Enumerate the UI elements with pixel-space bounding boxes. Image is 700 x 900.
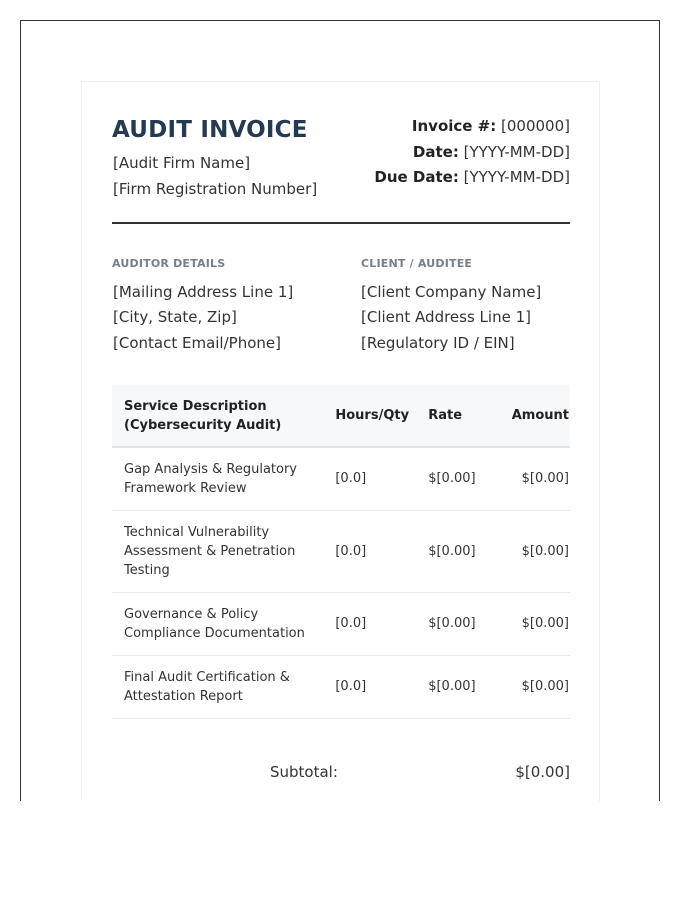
- invoice-date-label: Date:: [412, 143, 459, 161]
- invoice-date: [413, 143, 570, 161]
- due-date-label: Due Date:: [374, 168, 459, 186]
- row-description: Gap Analysis & Regulatory Framework Review: [112, 447, 334, 510]
- row-qty: [0.0]: [334, 655, 427, 718]
- client-line: [Regulatory ID / EIN]: [361, 334, 515, 352]
- client-line: [Client Address Line 1]: [361, 308, 531, 326]
- row-rate: $[0.00]: [427, 510, 493, 592]
- col-header-amount: Amount: [493, 385, 570, 447]
- auditor-line: [Contact Email/Phone]: [113, 334, 281, 352]
- row-amount: $[0.00]: [493, 655, 570, 718]
- subtotal-label: Subtotal:: [270, 763, 338, 781]
- row-qty: [0.0]: [334, 592, 427, 655]
- row-amount: $[0.00]: [493, 510, 570, 592]
- firm-name: [Audit Firm Name]: [113, 154, 251, 172]
- auditor-heading: AUDITOR DETAILS: [112, 257, 226, 270]
- invoice-number-value: [000000]: [501, 117, 570, 135]
- auditor-line: [City, State, Zip]: [113, 308, 237, 326]
- row-qty: [0.0]: [334, 447, 427, 510]
- row-qty: [0.0]: [334, 510, 427, 592]
- col-header-rate: Rate: [427, 385, 493, 447]
- page-bottom-margin: [0, 801, 700, 900]
- firm-registration: [Firm Registration Number]: [113, 180, 318, 198]
- table-row: [112, 592, 570, 655]
- table-header-row: [112, 385, 570, 447]
- due-date-value: [YYYY-MM-DD]: [463, 168, 570, 186]
- invoice-number: [412, 117, 570, 135]
- row-description: Final Audit Certification & Attestation Report: [112, 655, 334, 718]
- invoice-title: AUDIT INVOICE: [112, 117, 308, 143]
- table-row: [112, 510, 570, 592]
- col-header-description-line2: (Cybersecurity Audit): [124, 417, 282, 433]
- auditor-line: [Mailing Address Line 1]: [113, 283, 294, 301]
- services-table: [112, 385, 570, 719]
- due-date: [374, 168, 570, 186]
- col-header-description: [112, 385, 334, 447]
- row-rate: $[0.00]: [427, 447, 493, 510]
- invoice-date-value: [YYYY-MM-DD]: [463, 143, 570, 161]
- client-line: [Client Company Name]: [361, 283, 542, 301]
- row-amount: $[0.00]: [493, 592, 570, 655]
- subtotal-value: $[0.00]: [515, 763, 570, 781]
- col-header-description-line1: Service Description: [124, 398, 267, 414]
- client-heading: CLIENT / AUDITEE: [361, 257, 473, 270]
- row-rate: $[0.00]: [427, 592, 493, 655]
- table-row: [112, 655, 570, 718]
- header-divider: [112, 222, 570, 224]
- row-rate: $[0.00]: [427, 655, 493, 718]
- table-row: [112, 447, 570, 510]
- row-description: Governance & Policy Compliance Documentation: [112, 592, 334, 655]
- row-description: Technical Vulnerability Assessment & Penetration Testing: [112, 510, 334, 592]
- invoice-number-label: Invoice #:: [411, 117, 497, 135]
- col-header-qty: Hours/Qty: [334, 385, 427, 447]
- row-amount: $[0.00]: [493, 447, 570, 510]
